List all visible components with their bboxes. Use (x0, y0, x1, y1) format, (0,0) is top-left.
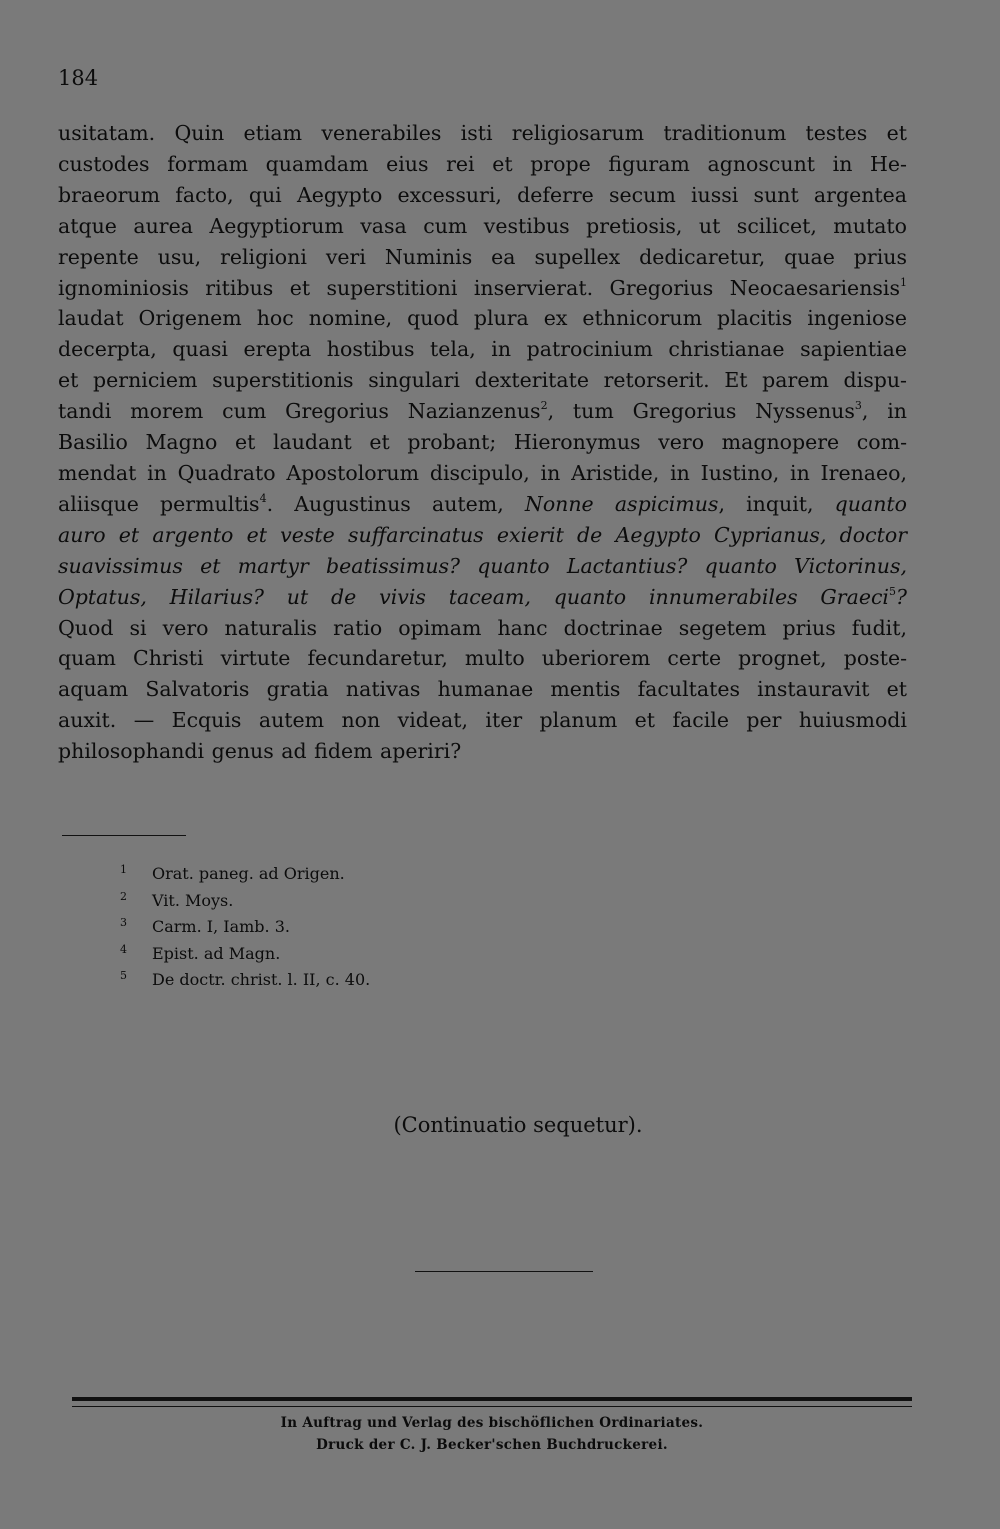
imprint-publisher: In Auftrag und Verlag des bischöflichen Ordinariates. (280, 1415, 704, 1431)
text-line: et perniciem superstitionis singulari dexteritate retorserit. Et parem dispu- (58, 368, 907, 393)
text-line: tandi morem cum Gregorius Nazianzenus$^2$, tum Gregorius Nyssenus$^3$, in (58, 399, 907, 424)
text-line: laudat Origenem hoc nomine, quod plura ex ethnicorum placitis ingeniose (58, 306, 907, 331)
footnote-text: Carm. I, Iamb. 3. (152, 917, 290, 936)
text-line: Basilio Magno et laudant et probant; Hieronymus vero magnopere com- (58, 430, 907, 455)
footnote-ref: 2 (540, 399, 548, 413)
text-line: auro et argento et veste suffarcinatus exierit de Aegypto Cyprianus, doctor (58, 522, 907, 547)
footnote (120, 914, 370, 941)
footnote-mark: 1 (120, 863, 127, 876)
text-line: ignominiosis ritibus et superstitioni inservierat. Gregorius Neocaesariensis$^1$ (58, 275, 907, 300)
end-divider (415, 1271, 593, 1272)
imprint-printer: Druck der C. J. Becker'schen Buchdruckerei. (316, 1437, 668, 1453)
text-line: Quod si vero naturalis ratio opimam hanc doctrinae segetem prius fudit, (58, 615, 907, 640)
footnote-ref: 4 (259, 491, 267, 505)
footnote (120, 967, 370, 994)
text-line: atque aurea Aegyptiorum vasa cum vestibus pretiosis, ut scilicet, mutato (58, 213, 907, 238)
footnote-divider (62, 835, 186, 836)
text-line: auxit. — Ecquis autem non videat, iter planum et facile per huiusmodi (58, 708, 907, 733)
page-number: 184 (58, 66, 99, 90)
footnote (120, 941, 370, 968)
text-line: philosophandi genus ad fidem aperiri? (58, 739, 462, 764)
footnote-mark: 2 (120, 889, 127, 903)
footnote (120, 888, 370, 915)
footnote-mark: 4 (120, 942, 127, 956)
text-line: suavissimus et martyr beatissimus? quanto Lactantius? quanto Victorinus, (58, 553, 907, 578)
footnote-ref: 1 (900, 275, 907, 289)
footnote-mark: 5 (120, 969, 127, 982)
footnotes (120, 861, 370, 994)
text-line: Optatus, Hilarius? ut de vivis taceam, quanto innumerabiles Graeci$^5$? (58, 584, 907, 609)
footnote-mark: 3 (120, 916, 127, 929)
continuation-note: (Continuatio sequetur). (393, 1113, 643, 1137)
footnote-text: Vit. Moys. (152, 890, 234, 910)
footnote-text: De doctr. christ. l. II, c. 40. (152, 970, 371, 989)
footnote-text: Epist. ad Magn. (152, 943, 281, 963)
text-line: usitatam. Quin etiam venerabiles isti religiosarum traditionum testes et (58, 121, 907, 145)
imprint (0, 1412, 984, 1456)
text-line: braeorum facto, qui Aegypto excessuri, deferre secum iussi sunt argentea (58, 182, 907, 207)
text-line: aquam Salvatoris gratia nativas humanae mentis facultates instauravit et (58, 677, 907, 702)
text-line: aliisque permultis$^4$. Augustinus autem, Nonne aspicimus, inquit, quanto (58, 491, 908, 516)
imprint-rule-thick (72, 1397, 912, 1401)
footnote (120, 861, 370, 888)
text-line: mendat in Quadrato Apostolorum discipulo, in Aristide, in Iustino, in Irenaeo, (58, 460, 907, 485)
footnote-ref: 5 (889, 584, 896, 598)
text-line: repente usu, religioni veri Numinis ea supellex dedicaretur, quae prius (58, 244, 907, 269)
footnote-ref: 3 (854, 399, 862, 413)
text-line: custodes formam quamdam eius rei et prope figuram agnoscunt in He- (58, 151, 907, 176)
footnote-text: Orat. paneg. ad Origen. (152, 864, 345, 883)
text-line: decerpta, quasi erepta hostibus tela, in patrocinium christianae sapientiae (58, 337, 907, 362)
imprint-rule-thin (72, 1406, 912, 1407)
text-line: quam Christi virtute fecundaretur, multo uberiorem certe prognet, poste- (58, 646, 907, 671)
body-text (58, 118, 907, 767)
